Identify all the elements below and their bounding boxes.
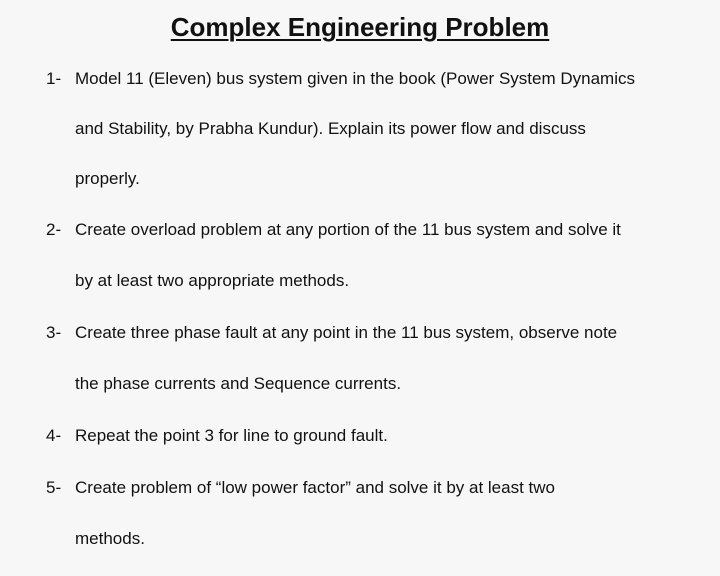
item-number: 1- bbox=[46, 69, 62, 88]
item-line: Repeat the point 3 for line to ground fault. bbox=[75, 426, 388, 445]
item-number: 5- bbox=[46, 478, 62, 497]
item-line: and Stability, by Prabha Kundur). Explain its power flow and discuss bbox=[75, 119, 586, 138]
item-number: 2- bbox=[46, 220, 62, 239]
item-number: 3- bbox=[46, 323, 62, 342]
item-line: properly. bbox=[75, 169, 140, 188]
item-line: Model 11 (Eleven) bus system given in the book (Power System Dynamics bbox=[75, 69, 635, 88]
item-line: Create overload problem at any portion of the 11 bus system and solve it bbox=[75, 220, 621, 239]
item-line: by at least two appropriate methods. bbox=[75, 271, 350, 290]
page-title: Complex Engineering Problem bbox=[170, 12, 550, 42]
item-line: the phase currents and Sequence currents. bbox=[75, 374, 402, 393]
item-line: Create problem of “low power factor” and solve it by at least two bbox=[75, 478, 555, 497]
item-number: 4- bbox=[46, 426, 62, 445]
item-line: methods. bbox=[75, 529, 145, 548]
item-line: Create three phase fault at any point in the 11 bus system, observe note bbox=[75, 323, 618, 342]
